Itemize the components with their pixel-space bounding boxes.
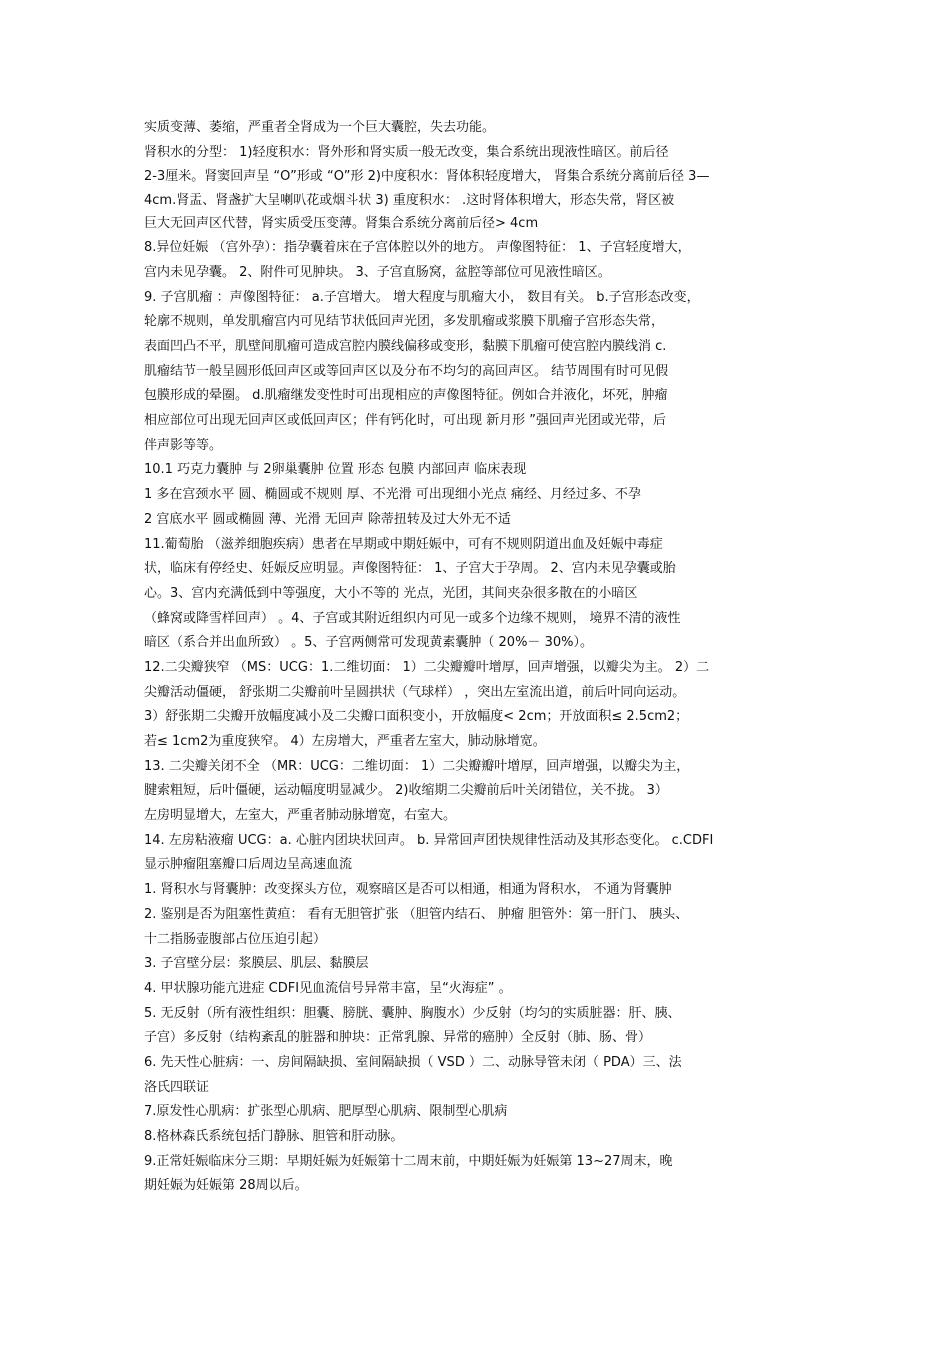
text-line: 13. 二尖瓣关闭不全 （MR：UCG：二维切面： 1）二尖瓣瓣叶增厚，回声增强，以瓣尖为主， — [144, 758, 690, 774]
text-line: 1 多在宫颈水平 圆、椭圆或不规则 厚、不光滑 可出现细小光点 痛经、月经过多、不孕 — [144, 487, 641, 503]
text-line: 表面凹凸不平，肌壁间肌瘤可造成宫腔内膜线偏移或变形，黏膜下肌瘤可使宫腔内膜线消 c. — [144, 339, 667, 354]
text-line: 宫内未见孕囊。 2、附件可见肿块。 3、子宫直肠窝，盆腔等部位可见液性暗区。 — [144, 264, 611, 280]
text-line: 期妊娠为妊娠第 28周以后。 — [144, 1178, 308, 1194]
text-line: 3. 子宫壁分层：浆膜层、肌层、黏膜层 — [144, 956, 369, 972]
text-line: 4cm.肾盂、肾盏扩大呈喇叭花或烟斗状 3) 重度积水： .这时肾体积增大，形态失常，肾区被 — [144, 193, 675, 209]
text-line: 状，临床有停经史、妊娠反应明显。声像图特征： 1、子宫大于孕周。 2、宫内未见孕囊或胎 — [144, 561, 676, 577]
text-line: 10.1 巧克力囊肿 与 2卵巢囊肿 位置 形态 包膜 内部回声 临床表现 — [144, 462, 527, 478]
text-line: 子宫）多反射（结构紊乱的脏器和肿块：正常乳腺、异常的癌肿）全反射（肺、肠、骨） — [144, 1030, 652, 1046]
text-line: 3）舒张期二尖瓣开放幅度减小及二尖瓣口面积变小，开放幅度< 2cm；开放面积≤ 2.5cm2； — [144, 709, 689, 725]
text-line: 左房明显增大，左室大，严重者肺动脉增宽，右室大。 — [144, 808, 457, 824]
text-line: 肾积水的分型： 1)轻度积水：肾外形和肾实质一般无改变，集合系统出现液性暗区。前后径 — [144, 144, 669, 160]
text-line: 2. 鉴别是否为阻塞性黄疸： 看有无胆管扩张 （胆管内结石、 肿瘤 胆管外：第一肝门、 胰头、 — [144, 906, 689, 922]
text-line: 1. 肾积水与肾囊肿：改变探头方位，观察暗区是否可以相通，相通为肾积水， 不通为肾囊肿 — [144, 882, 672, 898]
text-line: 显示肿瘤阻塞瓣口后周边呈高速血流 — [144, 857, 353, 873]
text-line: 12.二尖瓣狭窄 （MS：UCG：1.二维切面： 1）二尖瓣瓣叶增厚，回声增强，以瓣尖为主。 2）二 — [144, 659, 710, 675]
text-line: （蜂窝或降雪样回声） 。4、子宫或其附近组织内可见一或多个边缘不规则， 境界不清的液性 — [144, 610, 681, 626]
text-line: 十二指肠壶腹部占位压迫引起） — [144, 931, 327, 947]
text-line: 洛氏四联证 — [144, 1079, 210, 1095]
text-line: 2-3厘米。肾窦回声呈 “O”形或 “O”形 2)中度积水：肾体积轻度增大， 肾集合系统分离前后径 3— — [144, 169, 710, 185]
text-line: 实质变薄、萎缩，严重者全肾成为一个巨大囊腔，失去功能。 — [144, 120, 496, 135]
text-line: 包膜形成的晕圈。 d.肌瘤继发变性时可出现相应的声像图特征。例如合并液化，坏死，肿瘤 — [144, 388, 668, 404]
text-line: 腱索粗短，后叶僵硬，运动幅度明显减少。 2)收缩期二尖瓣前后叶关闭错位，关不拢。 3） — [144, 783, 668, 799]
text-line: 轮廓不规则，单发肌瘤宫内可见结节状低回声光团，多发肌瘤或浆膜下肌瘤子宫形态失常， — [144, 314, 665, 330]
text-line: 巨大无回声区代替，肾实质受压变薄。肾集合系统分离前后径> 4cm — [144, 215, 539, 231]
text-line: 5. 无反射（所有液性组织：胆囊、膀胱、囊肿、胸腹水）少反射（均匀的实质脏器：肝、胰、 — [144, 1005, 681, 1021]
text-line: 7.原发性心肌病：扩张型心肌病、肥厚型心肌病、限制型心肌病 — [144, 1104, 508, 1120]
text-line: 相应部位可出现无回声区或低回声区；伴有钙化时，可出现 新月形 ”强回声光团或光带，后 — [144, 413, 667, 429]
text-line: 若≤ 1cm2为重度狭窄。 4）左房增大，严重者左室大，肺动脉增宽。 — [144, 734, 546, 749]
text-line: 心。3、宫内充满低到中等强度，大小不等的 光点，光团，其间夹杂很多散在的小暗区 — [144, 585, 638, 601]
text-line: 9. 子宫肌瘤 ：声像图特征： a.子宫增大。 增大程度与肌瘤大小， 数目有关。 b.子宫形态改变， — [144, 289, 700, 305]
text-line: 9.正常妊娠临床分三期：早期妊娠为妊娠第十二周末前，中期妊娠为妊娠第 13~27周末，晚 — [144, 1153, 673, 1169]
text-line: 尖瓣活动僵硬， 舒张期二尖瓣前叶呈圆拱状（气球样） ，突出左室流出道，前后叶同向运动。 — [144, 684, 686, 700]
text-line: 4. 甲状腺功能亢进症 CDFI见血流信号异常丰富，呈“火海症” 。 — [144, 980, 512, 996]
text-line: 暗区（系合并出血所致） 。5、子宫两侧常可发现黄素囊肿（ 20%－ 30%）。 — [144, 635, 593, 651]
document-body — [144, 116, 806, 1199]
text-line: 2 宫底水平 圆或椭圆 薄、光滑 无回声 除蒂扭转及过大外无不适 — [144, 511, 511, 527]
text-line: 6. 先天性心脏病：一、房间隔缺损、室间隔缺损（ VSD ）二、动脉导管未闭（ PDA）三、法 — [144, 1054, 682, 1070]
text-line: 伴声影等等。 — [144, 437, 223, 453]
text-line: 肌瘤结节一般呈圆形低回声区或等回声区以及分布不均匀的高回声区。 结节周围有时可见假 — [144, 363, 669, 379]
text-line: 11.葡萄胎 （滋养细胞疾病）患者在早期或中期妊娠中，可有不规则阴道出血及妊娠中毒症 — [144, 536, 663, 552]
text-line: 8.格林森氏系统包括门静脉、胆管和肝动脉。 — [144, 1129, 404, 1144]
text-line: 8.异位妊娠 （宫外孕）：指孕囊着床在子宫体腔以外的地方。 声像图特征： 1、子宫轻度增大， — [144, 240, 691, 256]
text-line: 14. 左房粘液瘤 UCG：a. 心脏内团块状回声。 b. 异常回声团快规律性活动及其形态变化。 c.CDFI — [144, 832, 714, 848]
